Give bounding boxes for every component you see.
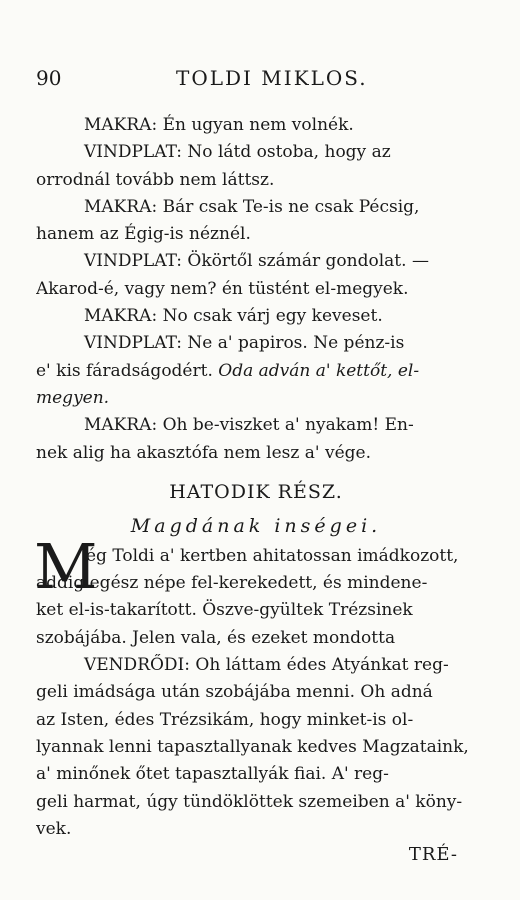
paragraph-line: addig egész népe fel-kerekedett, és mindene-: [36, 573, 428, 594]
text-line: lyannak lenni tapasztallyanak kedves Magzataink,: [36, 736, 469, 757]
text-line-italic: megyen.: [36, 387, 110, 408]
text-line: a' minőnek őtet tapasztallyák fiai. A' reg-: [36, 764, 389, 785]
text-line: [36, 385, 476, 412]
text-line-plain: e' kis fáradságodért.: [36, 360, 219, 381]
text-line: nek alig ha akasztófa nem lesz a' vége.: [36, 442, 371, 463]
text-line: VENDRŐDI: Oh láttam édes Atyánkat reg-: [84, 655, 449, 676]
drop-cap: M: [34, 529, 98, 603]
paragraph-line: szobájába. Jelen vala, és ezeket mondotta: [36, 627, 396, 648]
section-title: HATODIK RÉSZ.: [169, 480, 343, 503]
text-line: MAKRA: No csak várj egy keveset.: [84, 306, 383, 327]
catchword: TRÉ-: [408, 844, 458, 865]
text-line: orrodnál tovább nem láttsz.: [36, 169, 275, 190]
text-line: [36, 358, 476, 385]
section-subtitle: Magdának inségei.: [130, 514, 382, 537]
text-line: geli harmat, úgy tündöklöttek szemeiben a' köny-: [36, 791, 463, 812]
text-line: hanem az Égig-is néznél.: [36, 224, 251, 245]
text-line: MAKRA: Én ugyan nem volnék.: [84, 115, 354, 135]
paragraph-lines: [36, 543, 476, 652]
running-title: TOLDI MIKLOS.: [176, 66, 368, 90]
text-line: Akarod-é, vagy nem? én tüstént el-megyek.: [36, 278, 409, 299]
text-line: vek.: [36, 818, 72, 839]
text-line: VINDPLAT: Ökörtől számár gondolat. —: [84, 251, 429, 272]
text-line: MAKRA: Bár csak Te-is ne csak Pécsig,: [84, 196, 420, 217]
opening-paragraph: [34, 529, 476, 652]
text-line: geli imádsága után szobájába menni. Oh adná: [36, 682, 433, 703]
page-number: 90: [36, 66, 62, 90]
text-line-italic: Oda adván a' kettőt, el-: [218, 360, 420, 381]
dialogue-block-2: [36, 412, 476, 467]
dialogue-block-1: [36, 112, 476, 358]
page-body: [36, 112, 476, 843]
text-line: VINDPLAT: No látd ostoba, hogy az: [84, 142, 391, 163]
paragraph-line: ket el-is-takarított. Öszve-gyültek Trézsinek: [36, 600, 413, 621]
speech-block: [36, 652, 476, 843]
paragraph-line: ég Toldi a' kertben ahitatossan imádkozott,: [86, 545, 459, 566]
text-line: az Isten, édes Trézsikám, hogy minket-is ol-: [36, 709, 414, 730]
page-header: [36, 66, 460, 96]
text-line: MAKRA: Oh be-viszket a' nyakam! En-: [84, 415, 414, 436]
text-line: VINDPLAT: Ne a' papiros. Ne pénz-is: [84, 333, 405, 354]
